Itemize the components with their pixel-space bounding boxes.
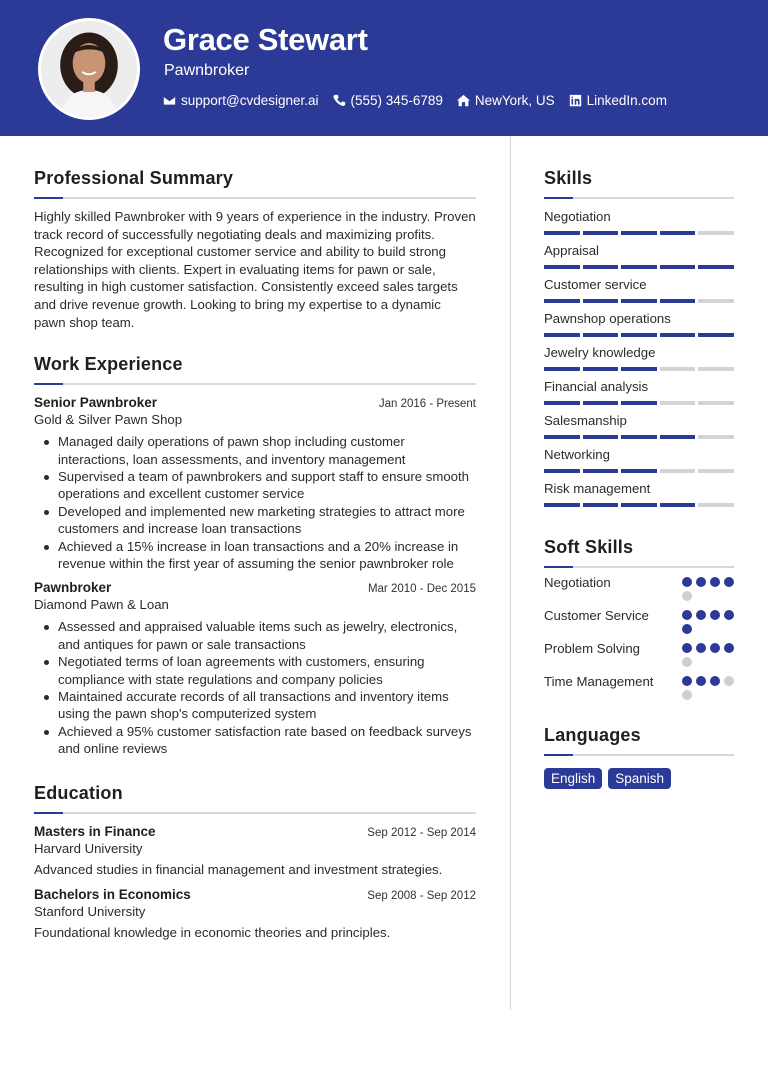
skill-level-segment	[583, 435, 619, 439]
skill-name: Pawnshop operations	[544, 311, 671, 326]
skill-level-segment	[544, 469, 580, 473]
rating-dot	[724, 676, 734, 686]
skill-name: Networking	[544, 447, 610, 462]
soft-skill-rating	[682, 574, 734, 601]
bullet-item: Maintained accurate records of all transactions and inventory items using the pawn shop's computerized system	[34, 688, 476, 723]
rating-dot	[696, 577, 706, 587]
rating-dot	[682, 610, 692, 620]
section-rule	[34, 383, 476, 385]
soft-skills-list	[544, 574, 734, 700]
contact-bar	[163, 93, 681, 108]
contact-linkedin[interactable]	[569, 93, 667, 108]
skill-level-bar	[544, 367, 734, 371]
skill-name: Negotiation	[544, 209, 611, 224]
rating-dot	[696, 676, 706, 686]
candidate-name: Grace Stewart	[163, 22, 368, 57]
contact-email[interactable]	[163, 93, 319, 108]
section-rule	[544, 197, 734, 199]
skill-level-bar	[544, 299, 734, 303]
skill-level-bar	[544, 401, 734, 405]
linkedin-icon	[569, 94, 582, 107]
sidebar-column	[544, 168, 734, 789]
education-description: Advanced studies in financial management and investment strategies.	[34, 861, 443, 877]
envelope-icon	[163, 94, 176, 107]
profile-photo	[38, 18, 140, 120]
education-dates: Sep 2008 - Sep 2012	[367, 889, 476, 902]
skill-name: Jewelry knowledge	[544, 345, 656, 360]
skill-level-bar	[544, 333, 734, 337]
skill-name: Customer service	[544, 277, 647, 292]
soft-skills-section	[544, 537, 734, 700]
section-title: Education	[34, 782, 123, 803]
rating-dot	[724, 610, 734, 620]
skill-level-segment	[621, 265, 657, 269]
soft-skill-name: Problem Solving	[544, 641, 641, 656]
skill-item	[544, 243, 734, 269]
skill-level-segment	[698, 333, 734, 337]
education-dates: Sep 2012 - Sep 2014	[367, 826, 476, 839]
phone-icon	[333, 94, 346, 107]
job-employer: Gold & Silver Pawn Shop	[34, 412, 183, 428]
skill-level-segment	[583, 265, 619, 269]
rating-dot	[682, 577, 692, 587]
bullet-item: Negotiated terms of loan agreements with customers, ensuring compliance with state regulations and company policies	[34, 653, 476, 688]
phone-text: (555) 345-6789	[350, 93, 443, 108]
soft-skill-name: Time Management	[544, 674, 654, 689]
section-rule	[544, 754, 734, 756]
school-name: Harvard University	[34, 840, 143, 856]
skill-item	[544, 345, 734, 371]
rating-dot	[724, 577, 734, 587]
candidate-role: Pawnbroker	[164, 62, 250, 79]
skill-level-segment	[698, 469, 734, 473]
rating-dot	[696, 610, 706, 620]
section-title: Work Experience	[34, 354, 183, 375]
skill-level-segment	[698, 503, 734, 507]
skill-level-segment	[544, 367, 580, 371]
skill-level-segment	[660, 333, 696, 337]
soft-skill-rating	[682, 673, 734, 700]
section-title: Skills	[544, 168, 593, 188]
rating-dot	[710, 643, 720, 653]
experience-section	[34, 354, 476, 758]
soft-skill-rating	[682, 640, 734, 667]
rating-dot	[682, 643, 692, 653]
rating-dot	[682, 690, 692, 700]
skill-level-segment	[698, 231, 734, 235]
skill-item	[544, 379, 734, 405]
skill-name: Financial analysis	[544, 379, 649, 394]
bullet-item: Achieved a 95% customer satisfaction rate based on feedback surveys and online reviews	[34, 723, 476, 758]
skill-name: Risk management	[544, 481, 651, 496]
rating-dot	[724, 643, 734, 653]
skill-item	[544, 413, 734, 439]
skill-level-segment	[621, 435, 657, 439]
languages-list	[544, 768, 734, 789]
skill-level-bar	[544, 469, 734, 473]
soft-skill-item	[544, 574, 734, 601]
bullet-item: Achieved a 15% increase in loan transactions and a 20% increase in revenue within the first year of assuming the senior pawnbroker role	[34, 538, 476, 573]
rating-dot	[696, 643, 706, 653]
skill-level-segment	[621, 401, 657, 405]
email-text: support@cvdesigner.ai	[181, 93, 319, 108]
skill-level-segment	[544, 299, 580, 303]
section-title: Soft Skills	[544, 537, 634, 557]
skill-level-segment	[621, 367, 657, 371]
skill-level-segment	[621, 469, 657, 473]
bullet-item: Assessed and appraised valuable items such as jewelry, electronics, and antiques for pawn or sale transactions	[34, 618, 476, 653]
skill-item	[544, 277, 734, 303]
skill-level-segment	[660, 469, 696, 473]
skill-level-bar	[544, 435, 734, 439]
skills-list	[544, 209, 734, 507]
section-title: Languages	[544, 725, 641, 745]
section-rule	[34, 812, 476, 814]
skill-item	[544, 209, 734, 235]
skill-level-segment	[583, 367, 619, 371]
portrait-image	[41, 21, 137, 117]
skill-name: Salesmanship	[544, 413, 627, 428]
main-column	[34, 168, 476, 940]
job-title: Senior Pawnbroker	[34, 395, 158, 411]
skill-name: Appraisal	[544, 243, 599, 258]
education-section	[34, 783, 476, 940]
languages-section	[544, 725, 734, 789]
skill-level-segment	[583, 401, 619, 405]
language-badge: Spanish	[608, 768, 671, 789]
linkedin-text: LinkedIn.com	[586, 93, 667, 108]
job-dates: Mar 2010 - Dec 2015	[367, 583, 476, 596]
skill-level-bar	[544, 503, 734, 507]
job-entry	[34, 395, 476, 572]
skill-level-segment	[544, 265, 580, 269]
skill-level-bar	[544, 231, 734, 235]
home-icon	[457, 94, 470, 107]
skill-level-segment	[698, 367, 734, 371]
skill-level-segment	[544, 333, 580, 337]
skill-level-segment	[544, 231, 580, 235]
skill-level-segment	[660, 265, 696, 269]
rating-dot	[682, 624, 692, 634]
skill-level-segment	[583, 299, 619, 303]
soft-skill-item	[544, 640, 734, 667]
skill-level-segment	[544, 401, 580, 405]
soft-skill-name: Customer Service	[544, 608, 649, 623]
location-text: NewYork, US	[474, 93, 555, 108]
school-name: Stanford University	[34, 903, 146, 919]
section-title: Professional Summary	[34, 168, 234, 188]
skill-level-segment	[660, 299, 696, 303]
section-rule	[34, 197, 476, 199]
resume-header	[0, 0, 768, 136]
skills-section	[544, 168, 734, 507]
soft-skill-name: Negotiation	[544, 575, 611, 590]
skill-level-segment	[698, 299, 734, 303]
skill-level-segment	[621, 333, 657, 337]
skill-level-segment	[583, 469, 619, 473]
rating-dot	[710, 676, 720, 686]
skill-level-segment	[698, 401, 734, 405]
skill-level-segment	[660, 435, 696, 439]
skill-level-segment	[544, 435, 580, 439]
skill-item	[544, 481, 734, 507]
skill-item	[544, 447, 734, 473]
skill-level-segment	[621, 503, 657, 507]
soft-skill-rating	[682, 607, 734, 634]
job-dates: Jan 2016 - Present	[378, 398, 476, 411]
rating-dot	[710, 577, 720, 587]
skill-level-segment	[583, 231, 619, 235]
skill-level-segment	[621, 299, 657, 303]
degree-title: Bachelors in Economics	[34, 886, 191, 902]
column-divider	[510, 136, 511, 1010]
job-employer: Diamond Pawn & Loan	[34, 597, 169, 613]
summary-text: Highly skilled Pawnbroker with 9 years of experience in the industry. Proven track record of successfully negotiating deals and maximizing profits. Recognized for exceptional customer service and ability to build strong relationships with clients. Expert in evaluating items for pawn or sale, resulting in high customer satisfaction. Consistently exceed sales targets and drive revenue growth. Looking to bring my expertise to a dynamic pawn shop team.	[34, 209, 476, 330]
skill-level-segment	[660, 503, 696, 507]
education-description: Foundational knowledge in economic theories and principles.	[34, 924, 391, 940]
job-entry	[34, 580, 476, 757]
job-bullets	[34, 618, 476, 757]
contact-location[interactable]	[457, 93, 555, 108]
degree-title: Masters in Finance	[34, 823, 156, 839]
rating-dot	[682, 657, 692, 667]
rating-dot	[682, 591, 692, 601]
bullet-item: Developed and implemented new marketing strategies to attract more customers and increase loan transactions	[34, 503, 476, 538]
job-title: Pawnbroker	[34, 580, 112, 596]
bullet-item: Managed daily operations of pawn shop including customer interactions, loan assessments, and inventory management	[34, 433, 476, 468]
education-entry	[34, 824, 476, 877]
skill-level-segment	[621, 231, 657, 235]
skill-level-segment	[583, 503, 619, 507]
skill-item	[544, 311, 734, 337]
section-rule	[544, 566, 734, 568]
soft-skill-item	[544, 607, 734, 634]
skill-level-segment	[583, 333, 619, 337]
soft-skill-item	[544, 673, 734, 700]
bullet-item: Supervised a team of pawnbrokers and support staff to ensure smooth operations and excellent customer service	[34, 468, 476, 503]
skill-level-segment	[698, 435, 734, 439]
skill-level-segment	[660, 367, 696, 371]
education-entry	[34, 887, 476, 940]
skill-level-segment	[660, 231, 696, 235]
summary-section	[34, 168, 476, 331]
language-badge: English	[544, 768, 602, 789]
rating-dot	[682, 676, 692, 686]
rating-dot	[710, 610, 720, 620]
skill-level-segment	[698, 265, 734, 269]
job-bullets	[34, 433, 476, 572]
skill-level-segment	[660, 401, 696, 405]
skill-level-bar	[544, 265, 734, 269]
skill-level-segment	[544, 503, 580, 507]
contact-phone[interactable]	[333, 93, 443, 108]
